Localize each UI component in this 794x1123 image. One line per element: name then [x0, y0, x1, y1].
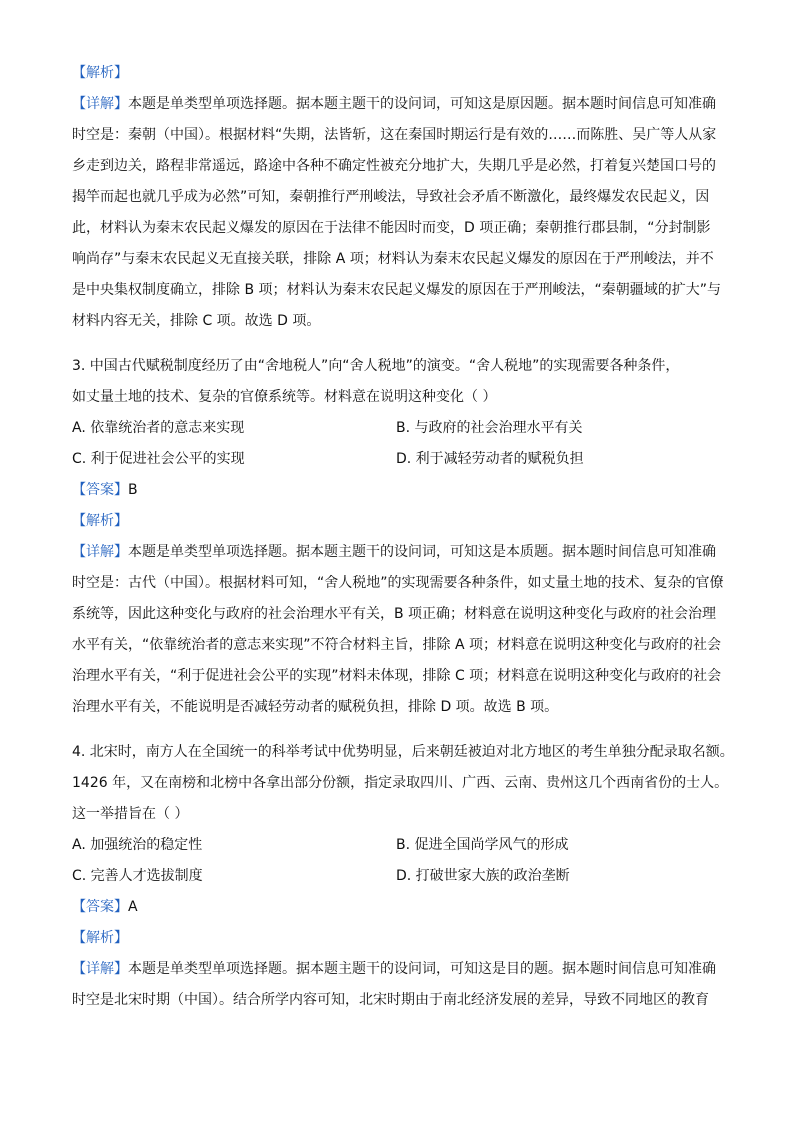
analysis-label: 【解析】 — [72, 513, 128, 529]
question-4-stem: 这一举措旨在（ ） — [72, 806, 189, 822]
explanation-line: 时空是：古代（中国）。根据材料可知，“舍人税地”的实现需要各种条件，如丈量土地的技术、复杂的官僚 — [72, 575, 724, 591]
explanation-line: 治理水平有关，“利于促进社会公平的实现”材料未体现，排除 C 项；材料意在说明这种变化与政府的社会 — [72, 668, 722, 684]
option-c: C. 利于促进社会公平的实现 — [72, 451, 245, 467]
answer-value: B — [128, 482, 138, 498]
explanation-line: 治理水平有关，不能说明是否减轻劳动者的赋税负担，排除 D 项。故选 B 项。 — [72, 699, 559, 715]
option-b: B. 与政府的社会治理水平有关 — [396, 420, 583, 436]
explanation-line: 系统等，因此这种变化与政府的社会治理水平有关，B 项正确；材料意在说明这种变化与政府的社会治理 — [72, 606, 717, 622]
option-d: D. 打破世家大族的政治垄断 — [396, 868, 570, 884]
question-4-stem: 4. 北宋时，南方人在全国统一的科举考试中优势明显，后来朝廷被迫对北方地区的考生单独分配录取名额。 — [72, 744, 734, 760]
answer-line — [72, 475, 732, 506]
explanation-line: 水平有关，“依靠统治者的意志来实现”不符合材料主旨，排除 A 项；材料意在说明这种变化与政府的社会 — [72, 637, 721, 653]
explanation-line: 揭竿而起也就几乎成为必然”可知，秦朝推行严刑峻法，导致社会矛盾不断激化，最终爆发农民起义，因 — [72, 189, 710, 205]
question-3-stem: 3. 中国古代赋税制度经历了由“舍地税人”向“舍人税地”的演变。“舍人税地”的实现需要各种条件， — [72, 358, 680, 374]
detail-label: 【详解】 — [72, 96, 128, 112]
option-a: A. 加强统治的稳定性 — [72, 837, 203, 853]
option-d: D. 利于减轻劳动者的赋税负担 — [396, 451, 584, 467]
answer-line — [72, 892, 732, 923]
answer-value: A — [128, 899, 138, 915]
question-3-stem: 如丈量土地的技术、复杂的官僚系统等。材料意在说明这种变化（ ） — [72, 389, 497, 405]
option-c: C. 完善人才选拔制度 — [72, 868, 203, 884]
explanation-line: 【详解】本题是单类型单项选择题。据本题主题干的设问词，可知这是目的题。据本题时间信息可知准确 — [72, 961, 716, 977]
answer-label: 【答案】 — [72, 482, 128, 498]
answer-label: 【答案】 — [72, 899, 128, 915]
spacer — [72, 723, 732, 737]
explanation-line: 时空是北宋时期（中国）。结合所学内容可知，北宋时期由于南北经济发展的差异，导致不同地区的教育 — [72, 992, 709, 1008]
question-3-options-row — [72, 444, 732, 475]
question-3-options-row — [72, 413, 732, 444]
question-4-options-row — [72, 861, 732, 892]
detail-label: 【详解】 — [72, 961, 128, 977]
detail-label: 【详解】 — [72, 544, 128, 560]
explanation-line: 此，材料认为秦末农民起义爆发的原因在于法律不能因时而变，D 项正确；秦朝推行郡县制，“分封制影 — [72, 220, 711, 236]
explanation-line: 响尚存”与秦末农民起义无直接关联，排除 A 项；材料认为秦末农民起义爆发的原因在于严刑峻法，并不 — [72, 251, 714, 267]
option-b: B. 促进全国尚学风气的形成 — [396, 837, 569, 853]
explanation-line: 【详解】本题是单类型单项选择题。据本题主题干的设问词，可知这是本质题。据本题时间信息可知准确 — [72, 544, 716, 560]
explanation-line: 【详解】本题是单类型单项选择题。据本题主题干的设问词，可知这是原因题。据本题时间信息可知准确 — [72, 96, 716, 112]
question-4-stem: 1426 年，又在南榜和北榜中各拿出部分份额，指定录取四川、广西、云南、贵州这几个西南省份的士人。 — [72, 775, 729, 791]
analysis-label: 【解析】 — [72, 930, 128, 946]
question-4-options-row — [72, 830, 732, 861]
document-page — [72, 58, 732, 1016]
option-a: A. 依靠统治者的意志来实现 — [72, 420, 245, 436]
explanation-line: 是中央集权制度确立，排除 B 项；材料认为秦末农民起义爆发的原因在于严刑峻法，“秦朝疆域的扩大”与 — [72, 282, 722, 298]
analysis-label: 【解析】 — [72, 65, 128, 81]
spacer — [72, 337, 732, 351]
explanation-line: 时空是：秦朝（中国）。根据材料“失期，法皆斩，这在秦国时期运行是有效的……而陈胜、吴广等人从家 — [72, 127, 717, 143]
explanation-line: 材料内容无关，排除 C 项。故选 D 项。 — [72, 313, 321, 329]
explanation-line: 乡走到边关，路程非常遥远，路途中各种不确定性被充分地扩大，失期几乎是必然，打着复兴楚国口号的 — [72, 158, 716, 174]
